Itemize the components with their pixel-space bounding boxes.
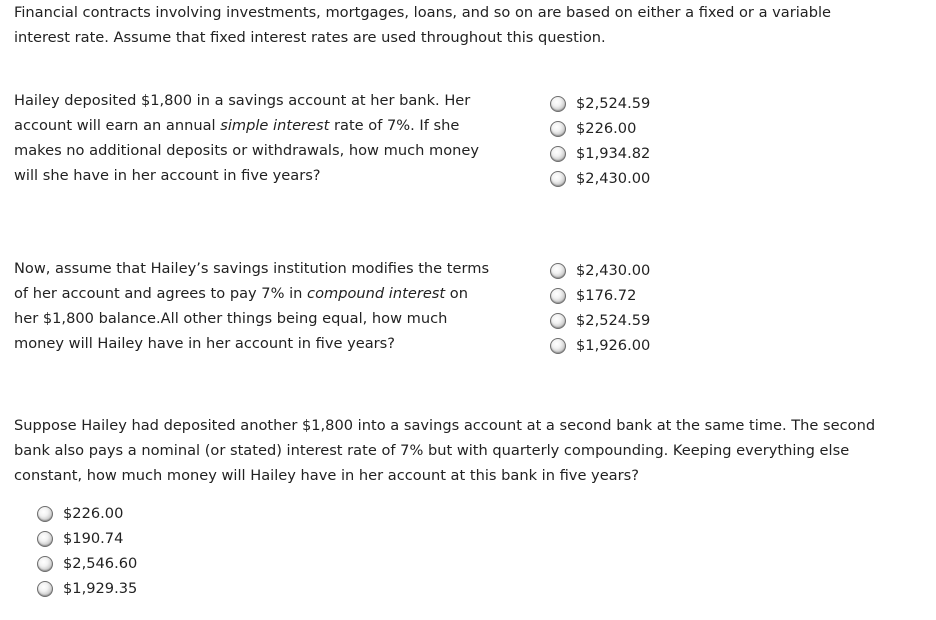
radio-button-icon[interactable] — [550, 288, 566, 304]
radio-button-icon[interactable] — [550, 313, 566, 329]
q1-option-1[interactable] — [550, 91, 650, 116]
q2-option-3[interactable] — [550, 308, 650, 333]
q3-option-4[interactable] — [37, 576, 137, 601]
question-1-options — [550, 91, 650, 191]
emphasis-compound-interest: compound interest — [307, 285, 446, 302]
radio-button-icon[interactable] — [37, 531, 53, 547]
radio-button-icon[interactable] — [550, 146, 566, 162]
q1-option-3[interactable] — [550, 141, 650, 166]
radio-button-icon[interactable] — [550, 338, 566, 354]
option-label[interactable]: $2,546.60 — [63, 555, 138, 572]
option-label[interactable]: $1,926.00 — [576, 337, 651, 354]
q1-option-2[interactable] — [550, 116, 650, 141]
text-fragment: rate of 7%. If she — [329, 117, 460, 134]
question-line: Now, assume that Hailey’s savings institution modifies the terms — [14, 260, 490, 277]
option-label[interactable]: $2,524.59 — [576, 95, 651, 112]
option-label[interactable]: $176.72 — [576, 287, 637, 304]
radio-button-icon[interactable] — [37, 556, 53, 572]
q3-option-1[interactable] — [37, 501, 137, 526]
question-line: Suppose Hailey had deposited another $1,800 into a savings account at a second bank at the same time. The second — [14, 417, 876, 434]
option-label[interactable]: $2,430.00 — [576, 170, 651, 187]
question-line: Hailey deposited $1,800 in a savings account at her bank. Her — [14, 92, 471, 109]
question-line — [14, 281, 519, 306]
radio-button-icon[interactable] — [37, 581, 53, 597]
q1-option-4[interactable] — [550, 166, 650, 191]
question-line: makes no additional deposits or withdrawals, how much money — [14, 142, 479, 159]
emphasis-simple-interest: simple interest — [220, 117, 330, 134]
q2-option-2[interactable] — [550, 283, 650, 308]
radio-button-icon[interactable] — [550, 121, 566, 137]
radio-button-icon[interactable] — [550, 171, 566, 187]
q2-option-1[interactable] — [550, 258, 650, 283]
option-label[interactable]: $190.74 — [63, 530, 124, 547]
option-label[interactable]: $1,934.82 — [576, 145, 651, 162]
question-line: bank also pays a nominal (or stated) interest rate of 7% but with quarterly compounding. Keeping everything else — [14, 442, 850, 459]
text-fragment: account will earn an annual — [14, 117, 221, 134]
question-line: money will Hailey have in her account in five years? — [14, 335, 395, 352]
question-line: constant, how much money will Hailey have in her account at this bank in five years? — [14, 467, 639, 484]
intro-line: Financial contracts involving investments, mortgages, loans, and so on are based on either a fixed or a variable — [14, 4, 832, 21]
intro-text — [14, 0, 914, 50]
text-fragment: of her account and agrees to pay 7% in — [14, 285, 308, 302]
radio-button-icon[interactable] — [37, 506, 53, 522]
question-3-options — [37, 501, 137, 601]
option-label[interactable]: $2,524.59 — [576, 312, 651, 329]
question-2-options — [550, 258, 650, 358]
option-label[interactable]: $2,430.00 — [576, 262, 651, 279]
text-fragment: on — [445, 285, 468, 302]
q3-option-3[interactable] — [37, 551, 137, 576]
question-3-text — [14, 413, 919, 488]
option-label[interactable]: $1,929.35 — [63, 580, 138, 597]
option-label[interactable]: $226.00 — [576, 120, 637, 137]
q3-option-2[interactable] — [37, 526, 137, 551]
option-label[interactable]: $226.00 — [63, 505, 124, 522]
radio-button-icon[interactable] — [550, 263, 566, 279]
q2-option-4[interactable] — [550, 333, 650, 358]
question-line — [14, 113, 514, 138]
question-2-text — [14, 256, 519, 356]
question-line: her $1,800 balance.All other things being equal, how much — [14, 310, 448, 327]
radio-button-icon[interactable] — [550, 96, 566, 112]
question-1-text — [14, 88, 514, 188]
intro-line: interest rate. Assume that fixed interest rates are used throughout this question. — [14, 29, 606, 46]
question-line: will she have in her account in five years? — [14, 167, 321, 184]
